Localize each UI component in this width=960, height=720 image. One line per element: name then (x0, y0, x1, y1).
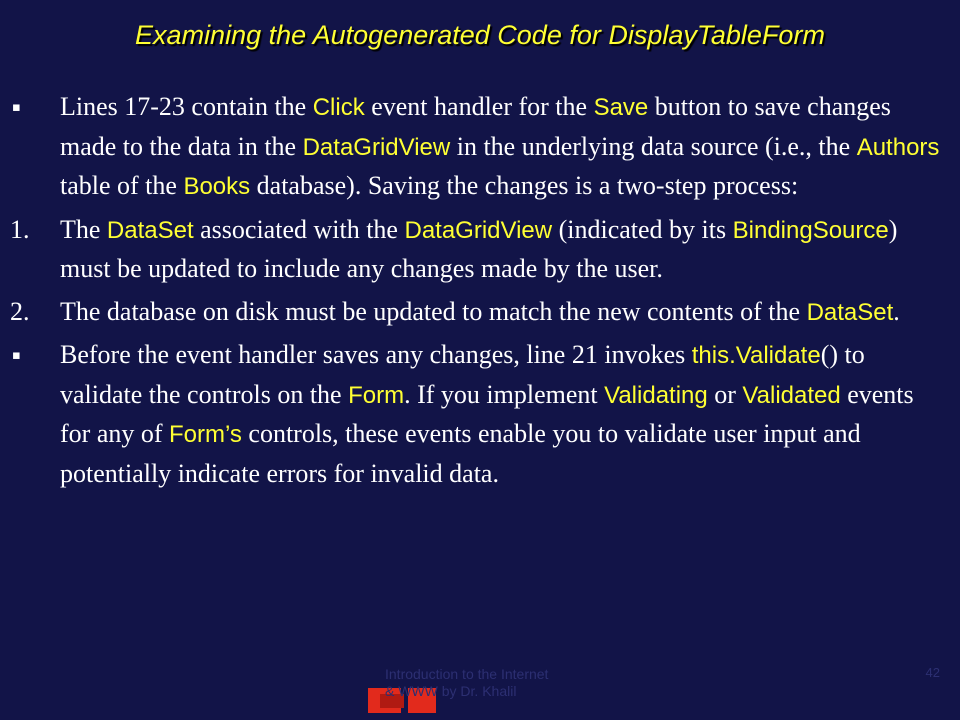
text-segment: (indicated by its (552, 214, 733, 244)
list-number: 1. (10, 214, 30, 244)
text-segment: Before the event handler saves any changes, line 21 invokes (60, 340, 692, 369)
paragraph (10, 293, 940, 333)
text-segment: controls, these events enable you to validate user input and potentially indicate errors for invalid data. (60, 419, 861, 488)
highlighted-term: this.Validate (691, 342, 821, 369)
footer-line-2: & WWW by Dr. Khalil (385, 683, 517, 699)
highlighted-term: Authors (856, 133, 940, 161)
text-segment: event handler for the (364, 92, 594, 121)
bullet-icon: ▪ (12, 348, 21, 363)
text-segment: . (893, 296, 900, 326)
text-segment: in the underlying data source (i.e., the (450, 131, 857, 161)
text-segment: () to validate the controls on the (60, 340, 865, 409)
highlighted-term: Validated (742, 381, 841, 409)
paragraph-text (60, 340, 914, 488)
text-segment: The database on disk must be updated to match the new contents of the (60, 296, 807, 326)
highlighted-term: Validating (604, 381, 708, 409)
page-number: 42 (925, 665, 940, 680)
highlighted-term: Books (183, 173, 251, 200)
text-segment: associated with the (193, 214, 405, 244)
text-segment: Lines 17-23 contain the (60, 92, 313, 121)
paragraph (10, 88, 940, 207)
paragraph (10, 211, 940, 289)
slide-title: Examining the Autogenerated Code for DisplayTableForm (135, 20, 825, 50)
highlighted-term: DataSet (106, 216, 194, 244)
paragraph-text (60, 215, 897, 284)
text-segment: table of the (60, 171, 184, 200)
text-segment: button to save changes made to the data in the (60, 92, 891, 161)
highlighted-term: DataGridView (404, 216, 553, 244)
text-segment: or (707, 379, 743, 409)
highlighted-term: DataGridView (302, 133, 451, 161)
slide-body (10, 88, 940, 497)
highlighted-term: Save (593, 94, 649, 121)
footer-line-1: Introduction to the Internet (385, 666, 549, 682)
highlighted-term: DataSet (806, 298, 894, 326)
text-segment: ) must be updated to include any changes made by the user. (60, 214, 898, 283)
text-segment: . If you implement (404, 379, 605, 409)
list-number: 2. (10, 296, 30, 326)
bullet-icon: ▪ (12, 100, 21, 115)
text-segment: The (60, 214, 107, 244)
text-segment: database). Saving the changes is a two-step process: (250, 171, 799, 200)
paragraph (10, 336, 940, 493)
footer-text (385, 666, 685, 700)
paragraph-text (60, 297, 900, 326)
highlighted-term: BindingSource (732, 216, 889, 244)
highlighted-term: Click (312, 94, 365, 121)
highlighted-term: Form (348, 381, 405, 409)
paragraph-text (60, 92, 939, 200)
highlighted-term: Form’s (169, 421, 242, 448)
text-segment: events for any of (60, 379, 914, 448)
